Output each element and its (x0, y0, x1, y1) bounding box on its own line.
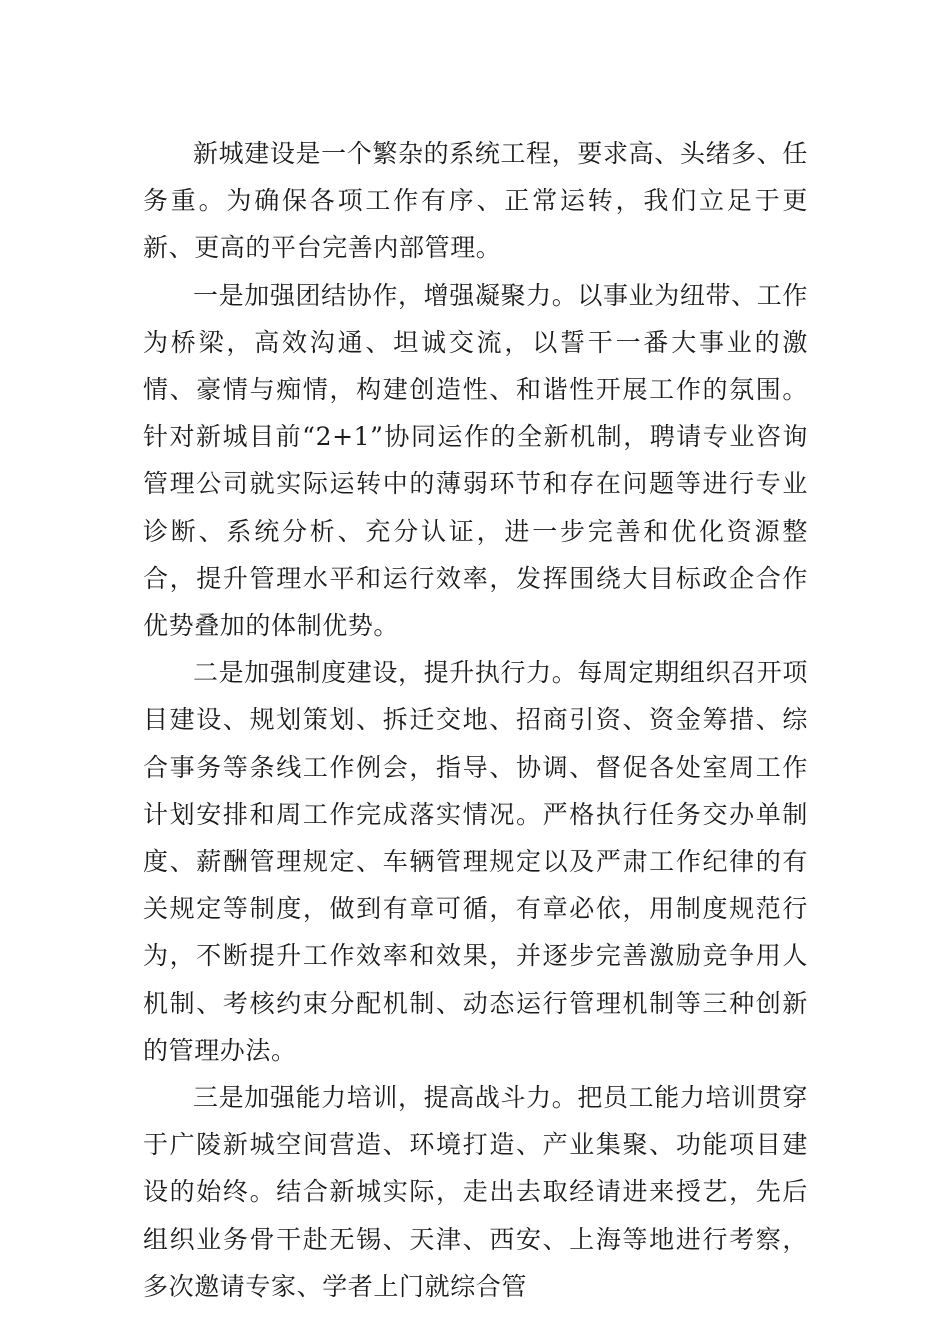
paragraph-intro: 新城建设是一个繁杂的系统工程，要求高、头绪多、任务重。为确保各项工作有序、正常运转，我们立足于更新、更高的平台完善内部管理。 (143, 139, 808, 263)
paragraph-system-building: 二是加强制度建设，提升执行力。每周定期组织召开项目建设、规划策划、拆迁交地、招商引资、资金筹措、综合事务等条线工作例会，指导、协调、督促各处室周工作计划安排和周工作完成落实情况。严格执行任务交办单制度、薪酬管理规定、车辆管理规定以及严肃工作纪律的有关规定等制度，做到有章可循，有章必依，用制度规范行为，不断提升工作效率和效果，并逐步完善激励竞争用人机制、考核约束分配机制、动态运行管理机制等三种创新的管理办法。 (143, 658, 808, 1065)
document-body (143, 130, 808, 1310)
paragraph-training: 三是加强能力培训，提高战斗力。把员工能力培训贯穿于广陵新城空间营造、环境打造、产业集聚、功能项目建设的始终。结合新城实际，走出去取经请进来授艺，先后组织业务骨干赴无锡、天津、西安、上海等地进行考察，多次邀请专家、学者上门就综合管 (143, 1083, 808, 1301)
paragraph-teamwork: 一是加强团结协作，增强凝聚力。以事业为纽带、工作为桥梁，高效沟通、坦诚交流，以誓干一番大事业的激情、豪情与痴情，构建创造性、和谐性开展工作的氛围。针对新城目前“2+1”协同运作的全新机制，聘请专业咨询管理公司就实际运转中的薄弱环节和存在问题等进行专业诊断、系统分析、充分认证，进一步完善和优化资源整合，提升管理水平和运行效率，发挥围绕大目标政企合作优势叠加的体制优势。 (143, 280, 808, 641)
